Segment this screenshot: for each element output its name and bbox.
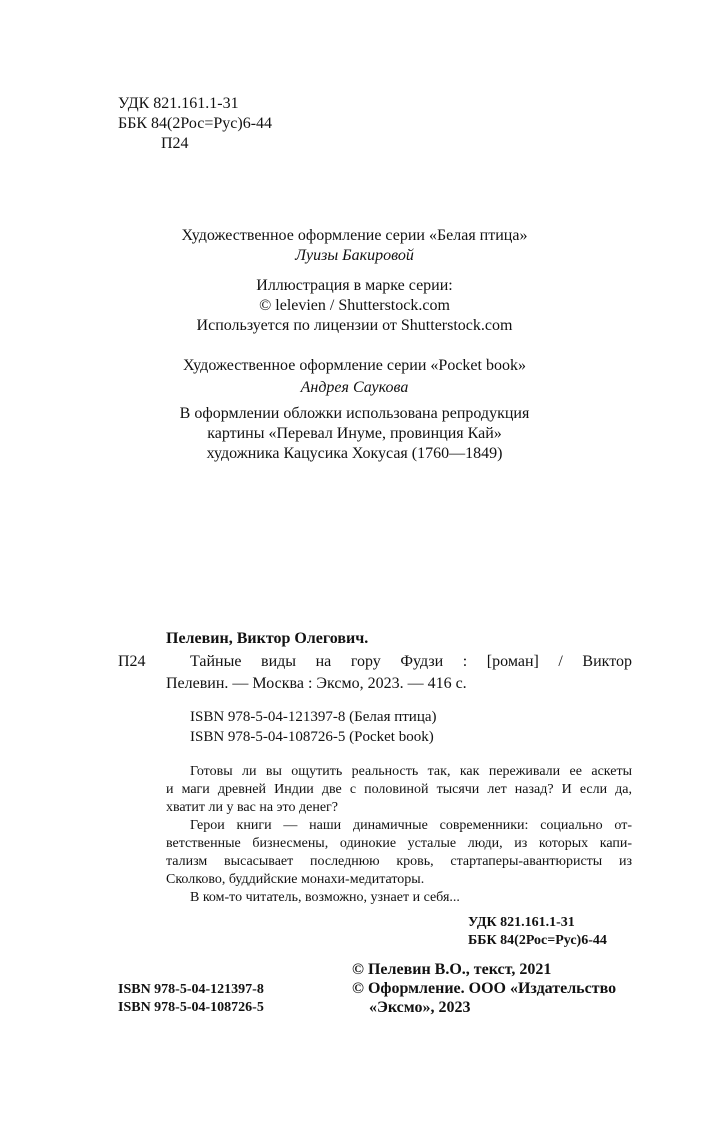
white-bird-series-credit: Художественное оформление серии «Белая птица» xyxy=(181,227,528,244)
cover-note-line3: художника Кацусика Хокусая (1760—1849) xyxy=(206,445,503,462)
cover-note-line2: картины «Перевал Инуме, провинция Кай» xyxy=(207,425,502,442)
copyright-text: © Пелевин В.О., текст, 2021 xyxy=(352,961,552,978)
copyright-design-line2: «Эксмо», 2023 xyxy=(369,999,471,1016)
catalog-title-line2: Пелевин. — Москва : Эксмо, 2023. — 416 с. xyxy=(166,675,467,692)
catalog-isbn-pocket-book: ISBN 978-5-04-108726-5 (Pocket book) xyxy=(190,729,434,745)
cover-note-line1: В оформлении обложки использована репродукция xyxy=(179,405,530,422)
annotation-line2: и маги древней Индии две с половиной тысячи лет назад? И если да, xyxy=(166,782,632,797)
catalog-udk: УДК 821.161.1-31 xyxy=(468,915,575,930)
catalog-title-line1: Тайные виды на гору Фудзи : [роман] / Виктор xyxy=(190,653,632,670)
footer-isbn-1: ISBN 978-5-04-121397-8 xyxy=(118,982,264,997)
annotation-line1: Готовы ли вы ощутить реальность так, как переживали ее аскеты xyxy=(190,764,632,779)
annotation-line4: Герои книги — наши динамичные современники: социально от- xyxy=(190,818,632,833)
annotation-line7: Сколково, буддийские монахи-медитаторы. xyxy=(166,872,425,887)
annotation-line5: ветственные бизнесмены, одинокие усталые люди, из которых капи- xyxy=(166,836,632,851)
catalog-author-heading: Пелевин, Виктор Олегович. xyxy=(166,630,369,647)
footer-isbn-2: ISBN 978-5-04-108726-5 xyxy=(118,1000,264,1015)
copyright-design-line1: © Оформление. ООО «Издательство xyxy=(352,980,617,997)
white-bird-artist: Луизы Бакировой xyxy=(295,247,414,264)
catalog-isbn-white-bird: ISBN 978-5-04-121397-8 (Белая птица) xyxy=(190,709,437,725)
annotation-line3: хватит ли у вас на это денег? xyxy=(166,800,338,815)
license-note: Используется по лицензии от Shutterstock.com xyxy=(196,317,513,334)
annotation-line6: тализм высасывает последнюю кровь, стартаперы-авантюристы из xyxy=(166,854,632,869)
bbk-code: ББК 84(2Рос=Рус)6-44 xyxy=(118,115,273,132)
annotation-line8: В ком-то читатель, возможно, узнает и себя... xyxy=(190,890,460,905)
illustration-label: Иллюстрация в марке серии: xyxy=(256,277,453,294)
catalog-bbk: ББК 84(2Рос=Рус)6-44 xyxy=(468,933,607,948)
udk-code: УДК 821.161.1-31 xyxy=(118,95,239,112)
pocket-book-series-credit: Художественное оформление серии «Pocket book» xyxy=(183,357,526,374)
pocket-book-artist: Андрея Саукова xyxy=(300,379,409,396)
illustration-copyright: © lelevien / Shutterstock.com xyxy=(259,297,450,314)
author-mark: П24 xyxy=(161,135,189,152)
catalog-author-mark: П24 xyxy=(118,653,146,670)
